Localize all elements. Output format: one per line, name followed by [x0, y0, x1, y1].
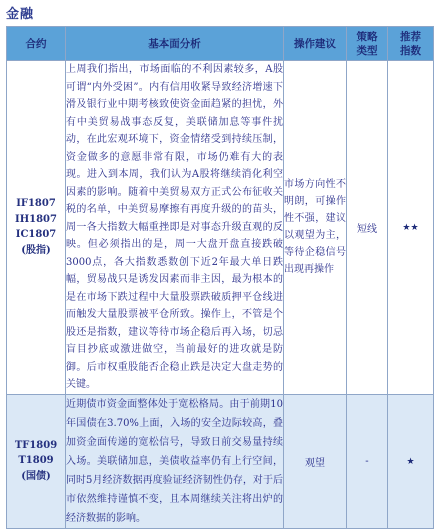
contract-code: TF1809: [14, 439, 58, 451]
header-strategy-line2: 类型: [356, 44, 378, 57]
analysis-cell: 近期债市资金面整体处于宽松格局。由于前期10年国债在3.70%上面，入场的安全边际较高，叠加资金面传递的宽松信号，导致日前交易量持续入场。美联储加息，美债收益率仍有上行空间，同时5月经济数据再度验证经济韧性仍存，对于后市依然维持谨慎不变，且本周继续关注将出炉的经济数据的影响。: [66, 394, 284, 528]
header-contract: 合约: [7, 27, 66, 61]
table-header-row: [7, 27, 434, 61]
rating-cell: [388, 61, 434, 395]
header-operation-advice: 操作建议: [284, 27, 347, 61]
header-strategy-type: [347, 27, 388, 61]
advice-cell: 市场方向性不明朗，可操作性不强，建议以观望为主，等待企稳信号出现再操作: [284, 61, 347, 395]
strategy-cell: 短线: [347, 61, 388, 395]
strategy-cell: -: [347, 394, 388, 528]
advice-cell: 观望: [284, 394, 347, 528]
section-title: 金融: [6, 7, 35, 22]
header-rating-line2: 指数: [400, 44, 421, 57]
contract-category: (股指): [21, 244, 51, 256]
contract-code: T1809: [18, 455, 54, 467]
rating-cell: [388, 394, 434, 528]
header-fundamental-analysis: 基本面分析: [66, 27, 284, 61]
contract-code: IC1807: [15, 229, 57, 241]
contract-category: (国债): [21, 470, 51, 482]
header-rating-line1: 推荐: [400, 30, 421, 43]
header-strategy-line1: 策略: [356, 30, 378, 43]
header-rating-index: [388, 27, 434, 61]
star-rating-icon: ★★: [402, 222, 419, 233]
table-row: [7, 61, 434, 395]
star-rating-icon: ★: [406, 456, 415, 467]
table-row: [7, 394, 434, 528]
contract-code: IF1807: [16, 198, 56, 210]
futures-analysis-table: [6, 26, 434, 529]
contract-code: IH1807: [15, 213, 57, 225]
contract-cell: [7, 394, 66, 528]
analysis-cell: 上周我们指出，市场面临的不利因素较多，A股可谓“内外受困”。内有信用收紧导致经济增速下滑及银行业中期考核致使资金面趋紧的担忧，外有中美贸易战事态反复，美联储加息等事件扰动，在此宏观环境下，资金情绪受到持续压制，资金做多的意愿非常有限，市场仍难有大的表现。进入到本周，我们认为A股将继续消化利空因素的影响。随着中美贸易双方正式公布征收关税的名单，中美贸易摩擦有再度升级的的苗头，周一各大指数大幅重挫即是对事态升级直观的反映。但必须指出的是，周一大盘开盘直接跌破3000点，各大指数悉数创下近2年最大单日跌幅，贸易战只是诱发因素而非主因，最为根本的是在市场下跌过程中大量股票跌破质押平仓线进而触发大量股票被平仓所致。操作上，不管是个股还是指数，建议等待市场企稳后再入场，切忌盲目抄底或激进做空，当前最好的进攻就是防御。后市权重股能否企稳止跌是决定大盘走势的关键。: [66, 61, 284, 395]
contract-cell: [7, 61, 66, 395]
